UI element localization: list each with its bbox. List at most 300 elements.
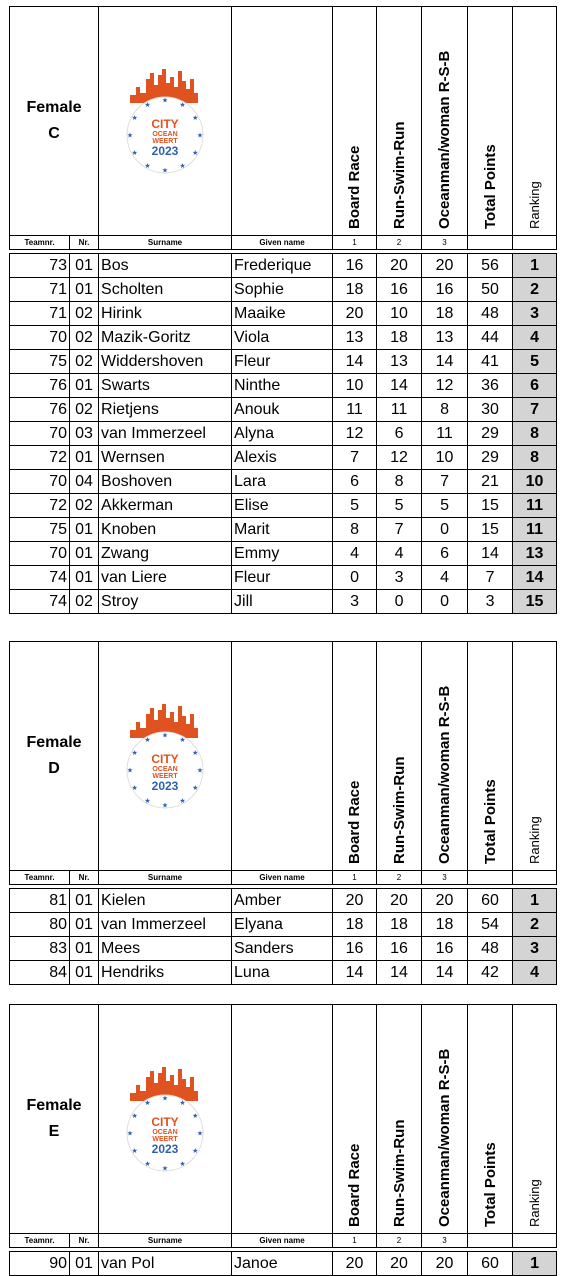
member-number: 04 — [70, 470, 99, 494]
surname: van Immerzeel — [99, 422, 232, 446]
category-label: Female C — [10, 7, 99, 236]
run-swim-run-points: 14 — [377, 961, 422, 985]
event-number-3: 3 — [422, 871, 468, 885]
surname: Hirink — [99, 302, 232, 326]
run-swim-run-points: 14 — [377, 374, 422, 398]
svg-text:★: ★ — [144, 1100, 151, 1108]
board-race-points: 13 — [333, 326, 377, 350]
board-race-points: 14 — [333, 961, 377, 985]
blank-header-cell — [232, 7, 333, 236]
results-section-e — [9, 1004, 556, 1276]
table-row — [10, 326, 557, 350]
run-swim-run-header: Run-Swim-Run — [377, 642, 422, 871]
svg-text:★: ★ — [131, 115, 138, 122]
team-number: 70 — [10, 326, 70, 350]
svg-text:★: ★ — [126, 132, 134, 140]
surname-label: Surname — [99, 236, 232, 250]
run-swim-run-points: 18 — [377, 913, 422, 937]
oceanman-points: 0 — [422, 590, 468, 614]
svg-text:WEERT: WEERT — [152, 138, 178, 145]
svg-text:★: ★ — [192, 1113, 199, 1120]
surname: Mazik-Goritz — [99, 326, 232, 350]
given-name: Emmy — [232, 542, 333, 566]
member-number: 01 — [70, 889, 99, 913]
ranking: 2 — [513, 913, 557, 937]
total-points: 15 — [468, 518, 513, 542]
total-points: 29 — [468, 422, 513, 446]
ranking-header: Ranking — [513, 7, 557, 236]
ranking: 6 — [513, 374, 557, 398]
oceanman-header: Oceanman/woman R-S-B — [422, 7, 468, 236]
total-points-header: Total Points — [468, 7, 513, 236]
run-swim-run-points: 12 — [377, 446, 422, 470]
total-points: 54 — [468, 913, 513, 937]
given-name: Anouk — [232, 398, 333, 422]
total-points: 42 — [468, 961, 513, 985]
oceanman-points: 10 — [422, 446, 468, 470]
surname: Zwang — [99, 542, 232, 566]
board-race-points: 8 — [333, 518, 377, 542]
board-race-header: Board Race — [333, 1005, 377, 1234]
total-points: 36 — [468, 374, 513, 398]
svg-text:★: ★ — [131, 1113, 138, 1120]
svg-text:★: ★ — [192, 785, 199, 792]
logo-cell — [99, 642, 232, 871]
svg-text:2023: 2023 — [151, 144, 179, 158]
blank-label — [468, 871, 513, 885]
given-name: Amber — [232, 889, 333, 913]
given-name: Sanders — [232, 937, 333, 961]
blank-label — [513, 1234, 557, 1248]
member-number: 01 — [70, 254, 99, 278]
results-table — [9, 6, 557, 614]
run-swim-run-points: 5 — [377, 494, 422, 518]
run-swim-run-header: Run-Swim-Run — [377, 1005, 422, 1234]
surname: van Liere — [99, 566, 232, 590]
event-number-1: 1 — [333, 871, 377, 885]
ranking: 13 — [513, 542, 557, 566]
total-points: 29 — [468, 446, 513, 470]
member-number: 02 — [70, 398, 99, 422]
board-race-points: 20 — [333, 302, 377, 326]
oceanman-points: 7 — [422, 470, 468, 494]
total-points: 7 — [468, 566, 513, 590]
run-swim-run-points: 0 — [377, 590, 422, 614]
oceanman-points: 4 — [422, 566, 468, 590]
table-row — [10, 494, 557, 518]
member-number: 01 — [70, 542, 99, 566]
given-name: Fleur — [232, 350, 333, 374]
table-row — [10, 446, 557, 470]
total-points: 15 — [468, 494, 513, 518]
given-name: Elise — [232, 494, 333, 518]
event-number-2: 2 — [377, 1234, 422, 1248]
board-race-points: 18 — [333, 278, 377, 302]
board-race-points: 6 — [333, 470, 377, 494]
svg-text:★: ★ — [161, 167, 169, 175]
svg-text:★: ★ — [131, 750, 138, 757]
svg-text:★: ★ — [144, 1160, 151, 1168]
board-race-points: 16 — [333, 254, 377, 278]
member-number: 02 — [70, 350, 99, 374]
svg-text:CITY: CITY — [151, 1115, 179, 1129]
ranking: 1 — [513, 1252, 557, 1276]
member-number: 01 — [70, 518, 99, 542]
team-number: 74 — [10, 566, 70, 590]
team-number: 70 — [10, 422, 70, 446]
team-number: 71 — [10, 302, 70, 326]
total-points: 48 — [468, 302, 513, 326]
oceanman-points: 16 — [422, 937, 468, 961]
oceanman-points: 8 — [422, 398, 468, 422]
table-row — [10, 350, 557, 374]
results-section-d — [9, 641, 556, 985]
given-name: Jill — [232, 590, 333, 614]
given-name: Marit — [232, 518, 333, 542]
run-swim-run-points: 10 — [377, 302, 422, 326]
board-race-header: Board Race — [333, 642, 377, 871]
svg-text:★: ★ — [161, 1165, 169, 1173]
event-number-2: 2 — [377, 236, 422, 250]
team-number: 73 — [10, 254, 70, 278]
oceanman-points: 0 — [422, 518, 468, 542]
board-race-points: 4 — [333, 542, 377, 566]
event-number-3: 3 — [422, 236, 468, 250]
svg-text:★: ★ — [192, 150, 199, 157]
surname: Wernsen — [99, 446, 232, 470]
total-points: 56 — [468, 254, 513, 278]
surname: Bos — [99, 254, 232, 278]
total-points: 21 — [468, 470, 513, 494]
team-number: 71 — [10, 278, 70, 302]
results-table — [9, 641, 557, 985]
member-number: 02 — [70, 590, 99, 614]
board-race-points: 12 — [333, 422, 377, 446]
total-points: 44 — [468, 326, 513, 350]
surname: Scholten — [99, 278, 232, 302]
surname-label: Surname — [99, 871, 232, 885]
ranking: 8 — [513, 446, 557, 470]
oceanman-points: 12 — [422, 374, 468, 398]
team-number: 70 — [10, 542, 70, 566]
event-number-1: 1 — [333, 236, 377, 250]
total-points: 41 — [468, 350, 513, 374]
teamnr-label: Teamnr. — [10, 1234, 70, 1248]
ranking: 4 — [513, 961, 557, 985]
svg-text:OCEAN: OCEAN — [152, 766, 178, 773]
event-number-1: 1 — [333, 1234, 377, 1248]
team-number: 84 — [10, 961, 70, 985]
member-number: 01 — [70, 278, 99, 302]
board-race-points: 20 — [333, 889, 377, 913]
run-swim-run-points: 20 — [377, 254, 422, 278]
ranking: 8 — [513, 422, 557, 446]
logo-cell — [99, 7, 232, 236]
oceanman-header: Oceanman/woman R-S-B — [422, 642, 468, 871]
oceanman-header: Oceanman/woman R-S-B — [422, 1005, 468, 1234]
ranking: 10 — [513, 470, 557, 494]
city-ocean-weert-logo — [122, 1063, 208, 1175]
svg-text:★: ★ — [131, 150, 138, 157]
surname: Widdershoven — [99, 350, 232, 374]
svg-text:★: ★ — [131, 1148, 138, 1155]
board-race-points: 7 — [333, 446, 377, 470]
run-swim-run-points: 3 — [377, 566, 422, 590]
ranking: 1 — [513, 889, 557, 913]
ranking: 11 — [513, 494, 557, 518]
total-points: 48 — [468, 937, 513, 961]
given-name: Sophie — [232, 278, 333, 302]
run-swim-run-points: 8 — [377, 470, 422, 494]
member-number: 02 — [70, 494, 99, 518]
table-row — [10, 374, 557, 398]
results-section-c — [9, 6, 556, 614]
svg-text:WEERT: WEERT — [152, 1136, 178, 1143]
table-row — [10, 961, 557, 985]
surname: Mees — [99, 937, 232, 961]
ranking: 15 — [513, 590, 557, 614]
svg-text:★: ★ — [192, 1148, 199, 1155]
blank-label — [513, 871, 557, 885]
oceanman-points: 20 — [422, 254, 468, 278]
table-row — [10, 889, 557, 913]
given-name: Lara — [232, 470, 333, 494]
table-row — [10, 302, 557, 326]
ranking: 11 — [513, 518, 557, 542]
category-label: Female E — [10, 1005, 99, 1234]
team-number: 76 — [10, 398, 70, 422]
team-number: 76 — [10, 374, 70, 398]
category-label: Female D — [10, 642, 99, 871]
nr-label: Nr. — [70, 871, 99, 885]
svg-text:★: ★ — [179, 1160, 186, 1168]
svg-text:★: ★ — [161, 1095, 169, 1103]
surname: Hendriks — [99, 961, 232, 985]
oceanman-points: 6 — [422, 542, 468, 566]
surname: Rietjens — [99, 398, 232, 422]
oceanman-points: 11 — [422, 422, 468, 446]
ranking: 14 — [513, 566, 557, 590]
member-number: 01 — [70, 937, 99, 961]
run-swim-run-points: 11 — [377, 398, 422, 422]
table-row — [10, 422, 557, 446]
given-name: Ninthe — [232, 374, 333, 398]
logo-cell — [99, 1005, 232, 1234]
table-row — [10, 1252, 557, 1276]
member-number: 01 — [70, 566, 99, 590]
board-race-points: 16 — [333, 937, 377, 961]
total-points: 14 — [468, 542, 513, 566]
blank-label — [468, 236, 513, 250]
board-race-points: 10 — [333, 374, 377, 398]
table-header — [10, 642, 557, 871]
nr-label: Nr. — [70, 1234, 99, 1248]
run-swim-run-points: 16 — [377, 937, 422, 961]
table-row — [10, 254, 557, 278]
given-name: Janoe — [232, 1252, 333, 1276]
surname: Knoben — [99, 518, 232, 542]
svg-text:★: ★ — [196, 132, 204, 140]
run-swim-run-points: 6 — [377, 422, 422, 446]
team-number: 75 — [10, 518, 70, 542]
results-table — [9, 1004, 557, 1276]
run-swim-run-points: 4 — [377, 542, 422, 566]
team-number: 75 — [10, 350, 70, 374]
svg-text:★: ★ — [179, 797, 186, 805]
surname-label: Surname — [99, 1234, 232, 1248]
board-race-points: 5 — [333, 494, 377, 518]
teamnr-label: Teamnr. — [10, 236, 70, 250]
svg-text:★: ★ — [144, 102, 151, 110]
team-number: 80 — [10, 913, 70, 937]
svg-text:★: ★ — [161, 802, 169, 810]
surname: van Pol — [99, 1252, 232, 1276]
svg-text:★: ★ — [126, 767, 134, 775]
nr-label: Nr. — [70, 236, 99, 250]
run-swim-run-points: 20 — [377, 1252, 422, 1276]
ranking: 3 — [513, 937, 557, 961]
run-swim-run-points: 16 — [377, 278, 422, 302]
board-race-header: Board Race — [333, 7, 377, 236]
blank-label — [513, 236, 557, 250]
column-labels — [10, 1234, 557, 1248]
ranking: 1 — [513, 254, 557, 278]
table-row — [10, 542, 557, 566]
oceanman-points: 14 — [422, 350, 468, 374]
table-header — [10, 7, 557, 236]
svg-text:★: ★ — [144, 737, 151, 745]
city-ocean-weert-logo — [122, 65, 208, 177]
ranking: 7 — [513, 398, 557, 422]
blank-header-cell — [232, 642, 333, 871]
table-header — [10, 1005, 557, 1234]
board-race-points: 0 — [333, 566, 377, 590]
blank-header-cell — [232, 1005, 333, 1234]
team-number: 81 — [10, 889, 70, 913]
event-number-3: 3 — [422, 1234, 468, 1248]
svg-text:★: ★ — [192, 750, 199, 757]
given-name: Fleur — [232, 566, 333, 590]
board-race-points: 20 — [333, 1252, 377, 1276]
given-name: Maaike — [232, 302, 333, 326]
table-row — [10, 566, 557, 590]
oceanman-points: 5 — [422, 494, 468, 518]
table-row — [10, 518, 557, 542]
table-row — [10, 913, 557, 937]
run-swim-run-points: 13 — [377, 350, 422, 374]
run-swim-run-points: 7 — [377, 518, 422, 542]
team-number: 72 — [10, 446, 70, 470]
svg-text:CITY: CITY — [151, 752, 179, 766]
svg-text:★: ★ — [126, 1130, 134, 1138]
svg-text:★: ★ — [192, 115, 199, 122]
member-number: 02 — [70, 302, 99, 326]
member-number: 01 — [70, 374, 99, 398]
svg-text:2023: 2023 — [151, 779, 179, 793]
total-points-header: Total Points — [468, 1005, 513, 1234]
ranking: 4 — [513, 326, 557, 350]
column-labels — [10, 236, 557, 250]
svg-text:WEERT: WEERT — [152, 773, 178, 780]
svg-text:2023: 2023 — [151, 1142, 179, 1156]
column-labels — [10, 871, 557, 885]
svg-text:★: ★ — [144, 797, 151, 805]
member-number: 02 — [70, 326, 99, 350]
total-points: 60 — [468, 1252, 513, 1276]
ranking-header: Ranking — [513, 1005, 557, 1234]
board-race-points: 18 — [333, 913, 377, 937]
given-name: Alyna — [232, 422, 333, 446]
svg-text:★: ★ — [161, 732, 169, 740]
blank-label — [468, 1234, 513, 1248]
surname: Akkerman — [99, 494, 232, 518]
svg-text:CITY: CITY — [151, 117, 179, 131]
oceanman-points: 16 — [422, 278, 468, 302]
svg-text:OCEAN: OCEAN — [152, 1129, 178, 1136]
board-race-points: 3 — [333, 590, 377, 614]
surname: Kielen — [99, 889, 232, 913]
svg-text:OCEAN: OCEAN — [152, 131, 178, 138]
table-row — [10, 278, 557, 302]
oceanman-points: 20 — [422, 889, 468, 913]
total-points: 50 — [468, 278, 513, 302]
run-swim-run-header: Run-Swim-Run — [377, 7, 422, 236]
run-swim-run-points: 18 — [377, 326, 422, 350]
team-number: 74 — [10, 590, 70, 614]
svg-text:★: ★ — [179, 1100, 186, 1108]
member-number: 01 — [70, 913, 99, 937]
svg-text:★: ★ — [179, 102, 186, 110]
total-points: 30 — [468, 398, 513, 422]
given-name: Viola — [232, 326, 333, 350]
svg-text:★: ★ — [161, 97, 169, 105]
ranking: 3 — [513, 302, 557, 326]
svg-text:★: ★ — [179, 162, 186, 170]
oceanman-points: 13 — [422, 326, 468, 350]
team-number: 70 — [10, 470, 70, 494]
surname: Boshoven — [99, 470, 232, 494]
oceanman-points: 18 — [422, 302, 468, 326]
member-number: 01 — [70, 1252, 99, 1276]
given-name: Alexis — [232, 446, 333, 470]
svg-text:★: ★ — [196, 1130, 204, 1138]
given-name-label: Given name — [232, 236, 333, 250]
oceanman-points: 20 — [422, 1252, 468, 1276]
member-number: 03 — [70, 422, 99, 446]
board-race-points: 14 — [333, 350, 377, 374]
table-row — [10, 470, 557, 494]
event-number-2: 2 — [377, 871, 422, 885]
given-name: Elyana — [232, 913, 333, 937]
board-race-points: 11 — [333, 398, 377, 422]
given-name-label: Given name — [232, 871, 333, 885]
svg-text:★: ★ — [144, 162, 151, 170]
surname: van Immerzeel — [99, 913, 232, 937]
ranking-header: Ranking — [513, 642, 557, 871]
ranking: 5 — [513, 350, 557, 374]
table-row — [10, 590, 557, 614]
given-name: Luna — [232, 961, 333, 985]
svg-text:★: ★ — [196, 767, 204, 775]
ranking: 2 — [513, 278, 557, 302]
surname: Swarts — [99, 374, 232, 398]
city-ocean-weert-logo — [122, 700, 208, 812]
table-row — [10, 398, 557, 422]
svg-text:★: ★ — [179, 737, 186, 745]
total-points-header: Total Points — [468, 642, 513, 871]
given-name: Frederique — [232, 254, 333, 278]
team-number: 83 — [10, 937, 70, 961]
